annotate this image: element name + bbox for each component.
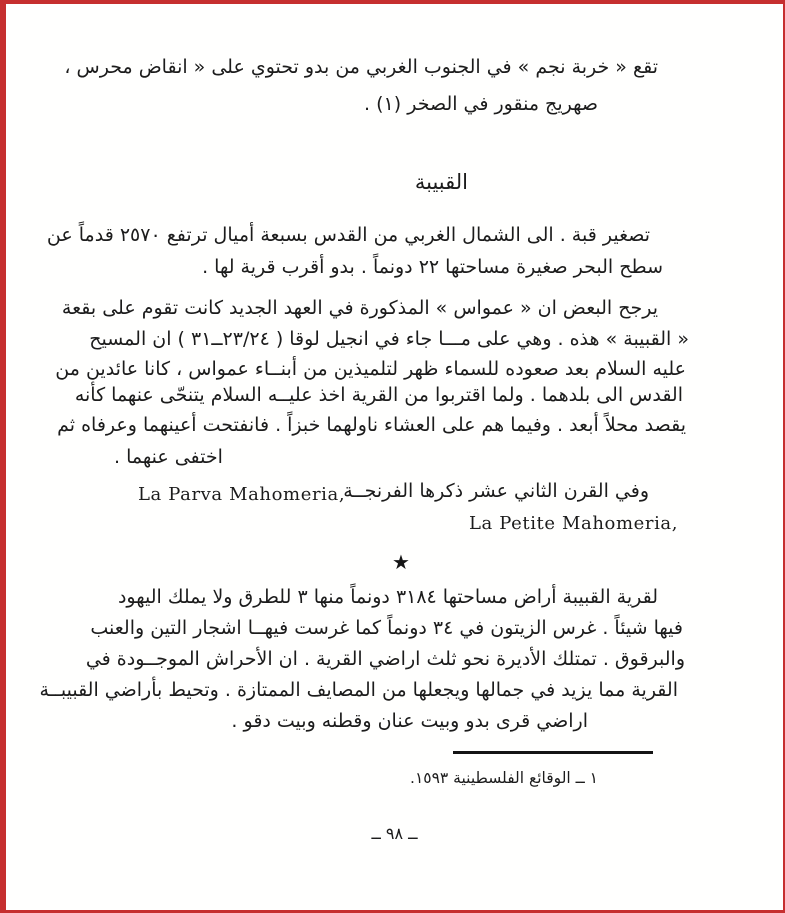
gospel-line-5: يقصد محلاً أبعد . وفيما هم على العشاء ناولهما خبزاً . فانفتحت أعينهما وعرفاه ثم [57,414,686,436]
lands-line-4: القرية مما يزيد في جمالها ويجعلها من المصايف الممتازة . وتحيط بأراضي القبيبــة [39,679,678,701]
page-number: ــ ٩٨ ــ [371,824,418,843]
footnote-divider [453,751,653,754]
lands-line-1: لقرية القبيبة أراض مساحتها ٣١٨٤ دونماً منها ٣ للطرق ولا يملك اليهود [117,586,658,608]
lands-line-2: فيها شيئاً . غرس الزيتون في ٣٤ دونماً كما غرست فيهــا اشجار التين والعنب [90,617,683,639]
section-title: القبيبة [414,170,468,194]
location-line-1: تصغير قبة . الى الشمال الغربي من القدس بسبعة أميال ترتفع ٢٥٧٠ قدماً عن [46,224,650,246]
footnote-reference: ١ ــ الوقائع الفلسطينية ١٥٩٣. [410,769,598,787]
gospel-line-6: اختفى عنهما . [114,446,223,468]
lands-line-5: اراضي قرى بدو وبيت عنان وقطنه وبيت دقو . [231,710,588,732]
franks-arabic-text: وفي القرن الثاني عشر ذكرها الفرنجــة [343,480,649,502]
lands-line-3: والبرقوق . تمتلك الأديرة نحو ثلث اراضي القرية . ان الأحراش الموجــودة في [85,648,685,670]
location-line-2: سطح البحر صغيرة مساحتها ٢٢ دونماً . بدو أقرب قرية لها . [202,256,663,278]
khirbet-najm-line-1: تقع « خربة نجم » في الجنوب الغربي من بدو تحتوي على « انقاض محرس ، [64,56,658,78]
latin-name-parva-mahomeria: La Parva Mahomeria, [138,484,346,505]
gospel-line-2: « القبيبة » هذه . وهي على مـــا جاء في انجيل لوقا ( ٢٣/٢٤ــ٣١ ) ان المسيح [89,328,689,350]
star-separator-icon: ★ [392,552,410,574]
gospel-line-4: القدس الى بلدهما . ولما اقتربوا من القرية اخذ عليــه السلام يتنحّى عنهما كأنه [74,384,683,406]
gospel-line-3: عليه السلام بعد صعوده للسماء ظهر لتلميذين من أبنــاء عمواس ، كانا عائدين من [55,358,686,380]
latin-name-petite-mahomeria: La Petite Mahomeria, [469,513,679,534]
gospel-line-1: يرجح البعض ان « عمواس » المذكورة في العهد الجديد كانت تقوم على بقعة [61,297,658,319]
khirbet-najm-line-2: صهريج منقور في الصخر (١) . [364,93,598,115]
